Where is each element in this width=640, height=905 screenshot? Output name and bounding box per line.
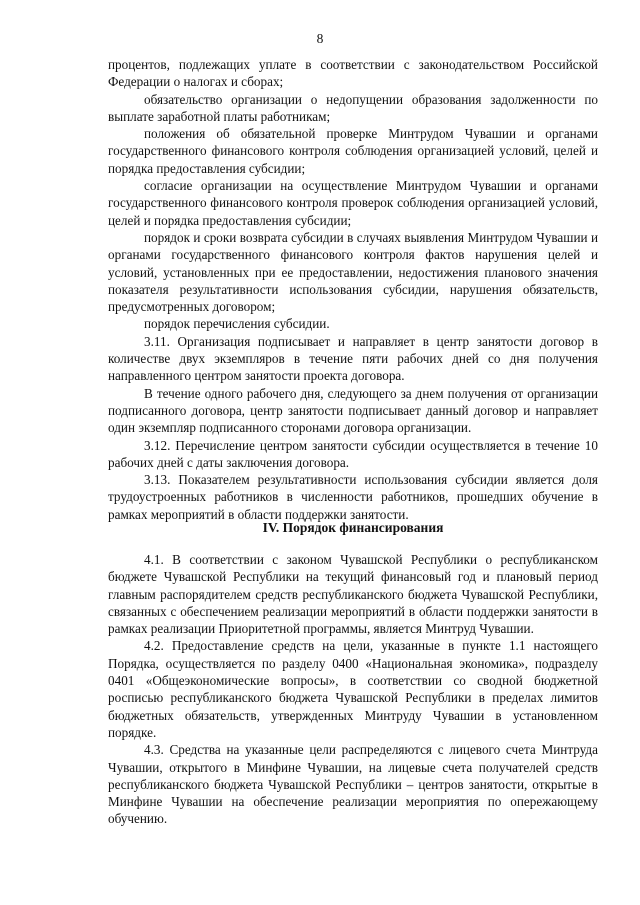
paragraph: согласие организации на осуществление Минтрудом Чувашии и органами государственного финансового контроля проверок соблюдения организацией условий, целей и порядка предоставления субсидии;	[108, 178, 598, 228]
body-text-section-iv	[108, 551, 598, 828]
paragraph: обязательство организации о недопущении образования задолженности по выплате заработной платы работникам;	[108, 91, 598, 124]
paragraph: процентов, подлежащих уплате в соответствии с законодательством Российской Федерации о налогах и сборах;	[108, 57, 598, 90]
section-heading: IV. Порядок финансирования	[262, 520, 444, 535]
paragraph: порядок перечисления субсидии.	[144, 316, 330, 332]
paragraph: 3.12. Перечисление центром занятости субсидии осуществляется в течение 10 рабочих дней с даты заключения договора.	[108, 437, 598, 470]
paragraph: 4.2. Предоставление средств на цели, указанные в пункте 1.1 настоящего Порядка, осуществляется по разделу 0400 «Национальная экономика», подразделу 0401 «Общеэкономические вопросы», в соответствии со сводной бюджетной росписью республиканского бюджета Чувашской Республики в пределах лимитов бюджетных обязательств, утвержденных Минтруду Чувашии в установленном порядке.	[108, 638, 598, 740]
paragraph: 3.13. Показателем результативности использования субсидии является доля трудоустроенных работников в численности работников, прошедших обучение в рамках мероприятий в области поддержки занятости.	[108, 472, 598, 522]
paragraph: 4.3. Средства на указанные цели распределяются с лицевого счета Минтруда Чувашии, открытого в Минфине Чувашии, на лицевые счета получателей средств республиканского бюджета Чувашской Республики – центров занятости, открытые в Минфине Чувашии на обеспечение реализации мероприятия по опережающему обучению.	[108, 742, 598, 827]
paragraph: В течение одного рабочего дня, следующего за днем получения от организации подписанного договора, центр занятости подписывает данный договор и направляет один экземпляр подписанного сторонами договора организации.	[108, 385, 598, 436]
paragraph: положения об обязательной проверке Минтрудом Чувашии и органами государственного финансового контроля соблюдения организацией условий, целей и порядка предоставления субсидии;	[108, 126, 598, 176]
body-text-before-section	[108, 56, 598, 523]
paragraph: 4.1. В соответствии с законом Чувашской Республики о республиканском бюджете Чувашской Республики на текущий финансовый год и плановый период главным распорядителем средств республиканского бюджета Чувашской Республики, связанных с обеспечением реализации мероприятий в области поддержки занятости в рамках реализации Приоритетной программы, является Минтруд Чувашии.	[108, 552, 598, 637]
paragraph: 3.11. Организация подписывает и направляет в центр занятости договор в количестве двух экземпляров в течение пяти рабочих дней со дня получения направленного центром занятости проекта договора.	[108, 333, 598, 384]
page-number: 8	[316, 31, 324, 46]
paragraph: порядок и сроки возврата субсидии в случаях выявления Минтрудом Чувашии и органами государственного финансового контроля фактов нарушения целей и условий, установленных при ее предоставлении, недостижения планового значения показателя результативности использования субсидии, нарушения обязательств, предусмотренных договором;	[108, 229, 598, 315]
